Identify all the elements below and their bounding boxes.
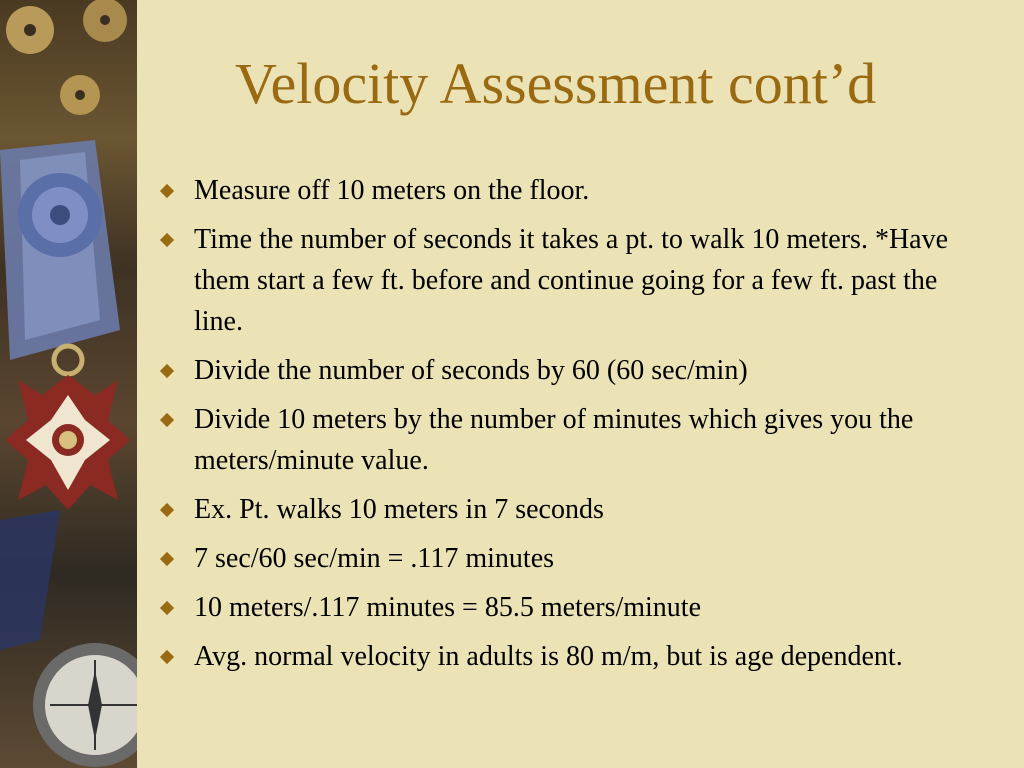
list-item (160, 538, 990, 579)
bullet-text: Ex. Pt. walks 10 meters in 7 seconds (194, 494, 604, 525)
list-item (160, 350, 990, 391)
list-item (160, 587, 990, 628)
diamond-bullet-icon (160, 364, 174, 378)
list-item (160, 399, 990, 481)
bullet-text: 7 sec/60 sec/min = .117 minutes (194, 543, 555, 574)
bullet-text: 10 meters/.117 minutes = 85.5 meters/minute (194, 592, 702, 623)
slide-title: Velocity Assessment cont’d (235, 51, 877, 116)
diamond-bullet-icon (160, 650, 174, 664)
bullet-text: Divide the number of seconds by 60 (60 sec/min) (194, 355, 748, 386)
list-item (160, 489, 990, 530)
compass-icon (33, 643, 137, 767)
bullet-text: Time the number of seconds it takes a pt. to walk 10 meters. *Have them start a few ft. before and continue going for a few ft. past the line. (194, 224, 949, 337)
diamond-bullet-icon (160, 601, 174, 615)
bullet-text: Divide 10 meters by the number of minutes which gives you the meters/minute value. (194, 404, 914, 476)
diamond-bullet-icon (160, 184, 174, 198)
diamond-bullet-icon (160, 503, 174, 517)
diamond-bullet-icon (160, 413, 174, 427)
diamond-bullet-icon (160, 233, 174, 247)
list-item (160, 170, 990, 211)
list-item (160, 636, 990, 677)
cross-medal-icon (5, 375, 130, 510)
bullet-text: Avg. normal velocity in adults is 80 m/m, but is age dependent. (194, 641, 903, 672)
bullet-text: Measure off 10 meters on the floor. (194, 175, 590, 206)
decorative-side-image (0, 0, 137, 768)
medal-photo-illustration (0, 0, 137, 768)
diamond-bullet-icon (160, 552, 174, 566)
bullet-list (160, 170, 990, 685)
list-item (160, 219, 990, 342)
